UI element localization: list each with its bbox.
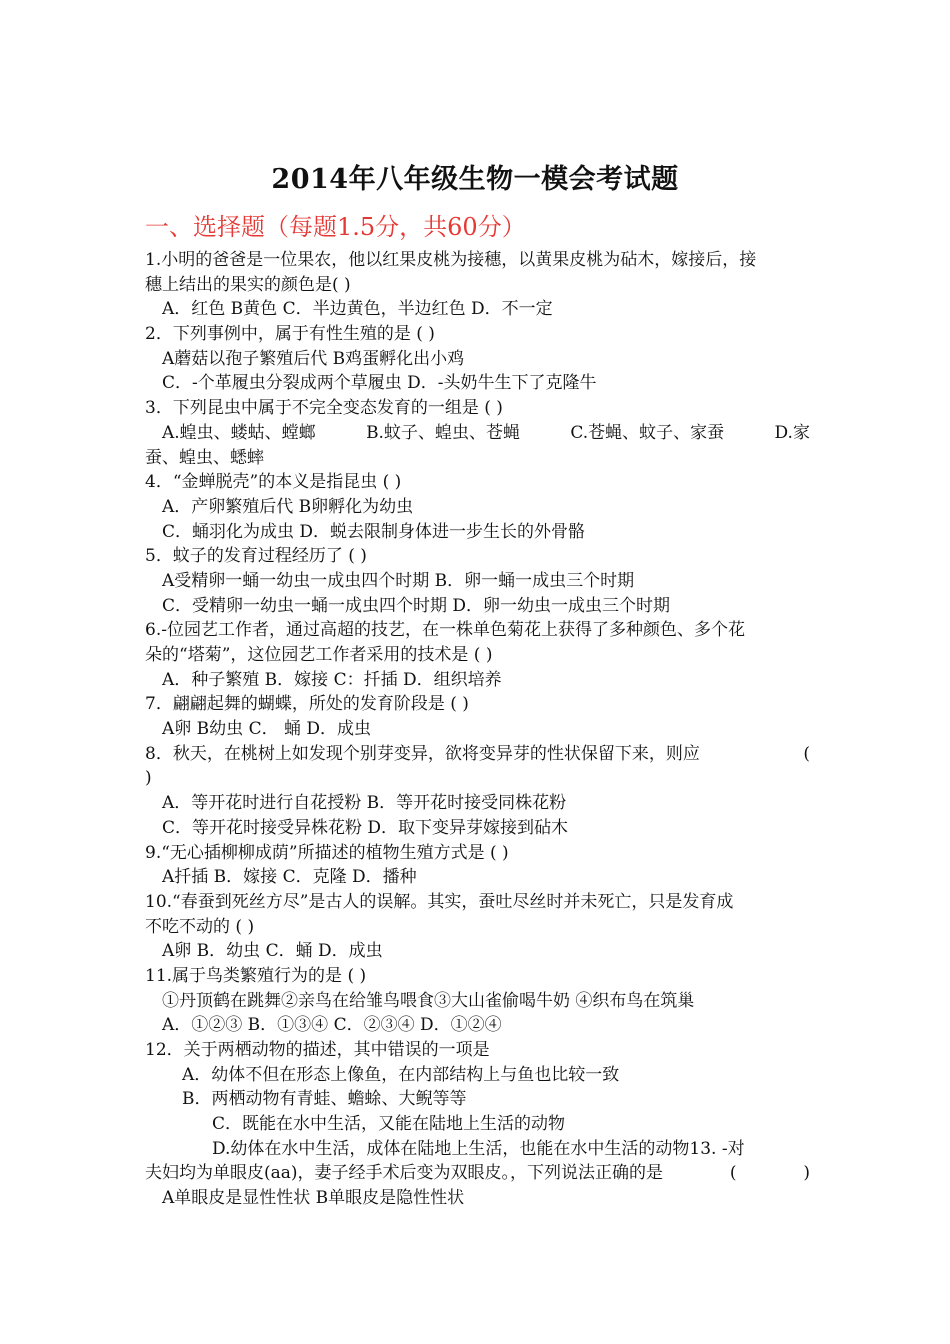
text-line: A．种子繁殖 B．嫁接 C：扦插 D．组织培养 <box>162 669 502 690</box>
text-line: A卵 B．幼虫 C．蛹 D．成虫 <box>162 941 383 962</box>
text-line: A扦插 B．嫁接 C．克隆 D．播种 <box>162 867 417 888</box>
text-line: A．红色 B黄色 C．半边黄色，半边红色 D．不一定 <box>162 299 553 320</box>
text-segment: 夫妇均为单眼皮(aa)，妻子经手术后变为双眼皮。，下列说法正确的是 <box>145 1163 664 1184</box>
text-line: 4．“金蝉脱壳”的本义是指昆虫 ( ) <box>145 472 402 493</box>
text-line <box>145 1161 810 1186</box>
text-line: A卵 B幼虫 C． 蛹 D．成虫 <box>162 719 372 740</box>
text-line: 12．关于两栖动物的描述，其中错误的一项是 <box>145 1040 490 1060</box>
text-line: A单眼皮是显性性状 B单眼皮是隐性性状 <box>162 1188 465 1209</box>
text-line: 11.属于鸟类繁殖行为的是 ( ) <box>145 965 367 986</box>
text-segment: 8．秋天，在桃树上如发现个别芽变异，欲将变异芽的性状保留下来，则应 <box>145 743 700 764</box>
text-line: 穗上结出的果实的颜色是( ) <box>145 274 351 295</box>
text-line: A蘑菇以孢子繁殖后代 B鸡蛋孵化出小鸡 <box>162 348 465 369</box>
text-segment: C.苍蝇、蚊子、家蚕 <box>570 422 725 443</box>
text-line: 3．下列昆虫中属于不完全变态发育的一组是 ( ) <box>145 398 503 419</box>
text-line: 7．翩翩起舞的蝴蝶，所处的发育阶段是 ( ) <box>145 694 469 715</box>
text-segment: ) <box>803 1163 810 1184</box>
text-line: A．产卵繁殖后代 B卵孵化为幼虫 <box>162 496 414 517</box>
text-line <box>145 742 810 767</box>
text-segment: A.蝗虫、蝼蛄、螳螂 <box>162 422 316 443</box>
text-line: C．既能在水中生活，又能在陆地上生活的动物 <box>212 1114 566 1135</box>
text-line: 10.“春蚕到死丝方尽”是古人的误解。其实，蚕吐尽丝时并未死亡，只是发育成 <box>145 891 734 912</box>
page-title: 2014年八年级生物一模会考试题 <box>271 164 679 195</box>
text-line: B．两栖动物有青蛙、蟾蜍、大鲵等等 <box>182 1089 467 1110</box>
text-line: 6.-位园艺工作者，通过高超的技艺，在一株单色菊花上获得了多种颜色、多个花 <box>145 620 745 641</box>
text-segment: ( <box>803 743 810 764</box>
text-line: C．-个革履虫分裂成两个草履虫 D．-头奶牛生下了克隆牛 <box>162 373 597 394</box>
text-line: 5．蚊子的发育过程经历了 ( ) <box>145 546 367 567</box>
text-line: 蚕、蝗虫、蟋蟀 <box>145 447 264 468</box>
text-line: A．等开花时进行自花授粉 B．等开花时接受同株花粉 <box>162 793 567 814</box>
text-line: A．①②③ B．①③④ C．②③④ D．①②④ <box>162 1015 502 1036</box>
text-segment: B.蚊子、蝗虫、苍蝇 <box>366 422 520 443</box>
question-list <box>145 248 810 1211</box>
text-line: 1.小明的爸爸是一位果农，他以红果皮桃为接穗，以黄果皮桃为砧木，嫁接后，接 <box>145 250 757 270</box>
text-line: A．幼体不但在形态上像鱼，在内部结构上与鱼也比较一致 <box>182 1064 620 1085</box>
text-line <box>145 421 810 446</box>
text-line: 不吃不动的 ( ) <box>145 916 255 937</box>
text-line: D.幼体在水中生活，成体在陆地上生活，也能在水中生活的动物13. -对 <box>212 1138 745 1159</box>
text-line: 朵的“塔菊”，这位园艺工作者采用的技术是 ( ) <box>145 645 493 665</box>
text-line: A受精卵一蛹一幼虫一成虫四个时期 B．卵一蛹一成虫三个时期 <box>162 570 635 591</box>
text-line: C．受精卵一幼虫一蛹一成虫四个时期 D．卵一幼虫一成虫三个时期 <box>162 595 671 616</box>
text-segment: ( <box>729 1163 737 1184</box>
section-heading: 一、选择题（每题1.5分，共60分） <box>145 213 526 241</box>
text-line: ①丹顶鹤在跳舞②亲鸟在给雏鸟喂食③大山雀偷喝牛奶 ④织布鸟在筑巢 <box>162 990 695 1011</box>
text-line: C．等开花时接受异株花粉 D．取下变异芽嫁接到砧木 <box>162 817 569 838</box>
text-line: 9.“无心插柳柳成荫”所描述的植物生殖方式是 ( ) <box>145 842 509 863</box>
text-line: C．蛹羽化为成虫 D．蜕去限制身体进一步生长的外骨骼 <box>162 521 586 542</box>
text-line: 2．下列事例中，属于有性生殖的是 ( ) <box>145 324 435 345</box>
text-segment: D.家 <box>774 422 810 443</box>
text-line: ) <box>145 768 152 789</box>
